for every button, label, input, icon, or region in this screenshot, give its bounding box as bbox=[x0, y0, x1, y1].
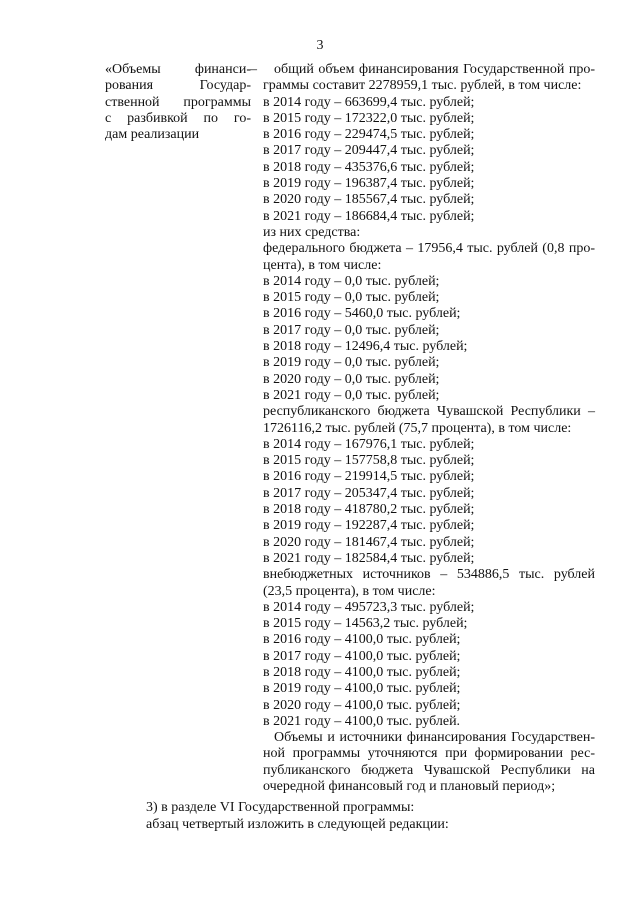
right-cell-line: в 2019 году – 4100,0 тыс. рублей; bbox=[263, 681, 461, 697]
right-cell-line: в 2020 году – 0,0 тыс. рублей; bbox=[263, 371, 440, 387]
right-cell-line: в 2018 году – 12496,4 тыс. рублей; bbox=[263, 339, 468, 355]
right-cell-line: в 2019 году – 196387,4 тыс. рублей; bbox=[263, 176, 475, 192]
right-cell-line: (23,5 процента), в том числе: bbox=[263, 583, 436, 599]
right-cell-line: граммы составит 2278959,1 тыс. рублей, в том числе: bbox=[263, 78, 582, 94]
right-cell-line: в 2018 году – 418780,2 тыс. рублей; bbox=[263, 502, 475, 518]
page-number: 3 bbox=[316, 38, 324, 53]
right-cell-line: публиканского бюджета Чувашской Республики на bbox=[263, 762, 595, 778]
body-line: 3) в разделе VI Государственной программы: bbox=[146, 800, 415, 815]
right-cell-line: в 2020 году – 181467,4 тыс. рублей; bbox=[263, 534, 475, 550]
right-cell-line: в 2014 году – 167976,1 тыс. рублей; bbox=[263, 436, 475, 452]
right-cell-line: в 2020 году – 185567,4 тыс. рублей; bbox=[263, 192, 475, 208]
right-cell-line: в 2014 году – 663699,4 тыс. рублей; bbox=[263, 94, 475, 110]
body-paragraphs bbox=[146, 800, 586, 833]
right-cell-line: в 2016 году – 229474,5 тыс. рублей; bbox=[263, 127, 475, 143]
table-separator-dash: – bbox=[250, 62, 257, 77]
right-cell-line: в 2014 году – 0,0 тыс. рублей; bbox=[263, 273, 440, 289]
table-right-cell bbox=[263, 62, 595, 795]
right-cell-line: из них средства: bbox=[263, 224, 361, 240]
right-cell-line: в 2021 году – 0,0 тыс. рублей; bbox=[263, 387, 440, 403]
right-cell-line: ной программы уточняются при формировании рес- bbox=[263, 746, 595, 762]
right-cell-line: в 2015 году – 157758,8 тыс. рублей; bbox=[263, 453, 475, 469]
right-cell-line: в 2017 году – 4100,0 тыс. рублей; bbox=[263, 648, 461, 664]
right-cell-line: очередной финансовый год и плановый период»; bbox=[263, 779, 556, 795]
right-cell-line: в 2016 году – 4100,0 тыс. рублей; bbox=[263, 632, 461, 648]
right-cell-line: в 2017 году – 0,0 тыс. рублей; bbox=[263, 322, 440, 338]
right-cell-line: в 2019 году – 192287,4 тыс. рублей; bbox=[263, 518, 475, 534]
right-cell-line: 1726116,2 тыс. рублей (75,7 процента), в том числе: bbox=[263, 420, 572, 436]
right-cell-line: в 2015 году – 172322,0 тыс. рублей; bbox=[263, 110, 475, 126]
right-cell-line: в 2016 году – 219914,5 тыс. рублей; bbox=[263, 469, 475, 485]
right-cell-line: республиканского бюджета Чувашской Республики – bbox=[263, 404, 595, 420]
right-cell-line: в 2018 году – 435376,6 тыс. рублей; bbox=[263, 159, 475, 175]
right-cell-line: в 2021 году – 182584,4 тыс. рублей; bbox=[263, 550, 475, 566]
right-cell-line: в 2018 году – 4100,0 тыс. рублей; bbox=[263, 664, 461, 680]
right-cell-line: цента), в том числе: bbox=[263, 257, 382, 273]
right-cell-line: в 2016 году – 5460,0 тыс. рублей; bbox=[263, 306, 461, 322]
right-cell-line: в 2017 году – 209447,4 тыс. рублей; bbox=[263, 143, 475, 159]
right-cell-line: в 2019 году – 0,0 тыс. рублей; bbox=[263, 355, 440, 371]
right-cell-line: в 2021 году – 186684,4 тыс. рублей; bbox=[263, 208, 475, 224]
table-left-cell bbox=[105, 62, 251, 143]
left-cell-line: рования Государ- bbox=[105, 78, 251, 94]
right-cell-line: в 2015 году – 0,0 тыс. рублей; bbox=[263, 290, 440, 306]
right-cell-line: внебюджетных источников – 534886,5 тыс. рублей bbox=[263, 567, 595, 583]
right-cell-line: в 2020 году – 4100,0 тыс. рублей; bbox=[263, 697, 461, 713]
left-cell-line: с разбивкой по го- bbox=[105, 110, 251, 126]
right-cell-line: Объемы и источники финансирования Государствен- bbox=[274, 730, 595, 746]
right-cell-line: федерального бюджета – 17956,4 тыс. рублей (0,8 про- bbox=[263, 241, 595, 257]
right-cell-line: в 2015 году – 14563,2 тыс. рублей; bbox=[263, 616, 468, 632]
right-cell-line: общий объем финансирования Государственной про- bbox=[274, 62, 595, 77]
right-cell-line: в 2014 году – 495723,3 тыс. рублей; bbox=[263, 599, 475, 615]
body-line: абзац четвертый изложить в следующей редакции: bbox=[146, 816, 449, 832]
right-cell-line: в 2017 году – 205347,4 тыс. рублей; bbox=[263, 485, 475, 501]
right-cell-line: в 2021 году – 4100,0 тыс. рублей. bbox=[263, 713, 461, 729]
left-cell-line: ственной программы bbox=[105, 94, 251, 110]
left-cell-line: «Объемы финанси- bbox=[105, 62, 251, 77]
left-cell-line: дам реализации bbox=[105, 127, 200, 143]
